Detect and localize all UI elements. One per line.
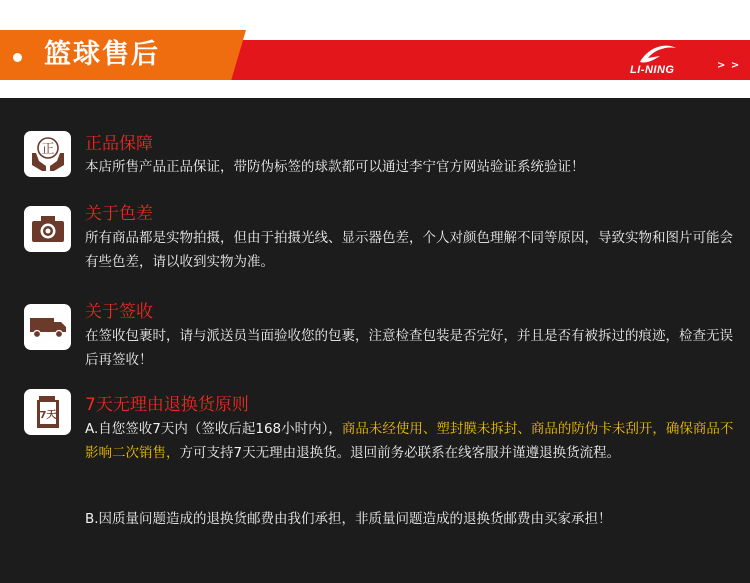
- return-policy-a-highlight: 商品未经使用、塑封膜未拆封、商品的防伪卡未刮开，确保商品不影响二次销售，: [85, 421, 734, 461]
- delivery-truck-icon: [24, 304, 71, 350]
- hands-genuine-icon: [24, 131, 71, 177]
- section-body: 所有商品都是实物拍摄，但由于拍摄光线、显示器色差，个人对颜色理解不同等原因，导致实物和图片可能会有些色差，请以收到实物为准。: [85, 230, 733, 270]
- return-policy-a-suffix: 方可支持7天无理由退换货。退回前务必联系在线客服并谨遵退换货流程。: [179, 445, 621, 461]
- section-title: 关于签收: [85, 302, 153, 322]
- brand-name: LI-NING: [630, 64, 675, 76]
- page-title: 篮球售后: [44, 39, 160, 70]
- return-glyph: 7天: [39, 410, 56, 421]
- bullet-dot-icon: [13, 53, 22, 62]
- header-banner: [0, 0, 750, 98]
- li-ning-logo: [628, 44, 708, 78]
- li-ning-swoosh-icon: [638, 44, 678, 66]
- section-body: 在签收包裹时，请与派送员当面验收您的包裹，注意检查包装是否完好，并且是否有被拆过的痕迹，检查无误后再签收！: [85, 328, 733, 368]
- 7-day-return-bag-icon: [24, 389, 71, 435]
- section-body-b: B.因质量问题造成的退换货邮费由我们承担，非质量问题造成的退换货邮费由买家承担！: [85, 511, 612, 527]
- after-sales-panel: [0, 98, 750, 583]
- more-arrows-icon[interactable]: > >: [717, 60, 741, 71]
- section-title: 7天无理由退换货原则: [85, 395, 249, 415]
- section-body-a: [85, 417, 735, 465]
- section-title: 正品保障: [85, 134, 153, 154]
- genuine-glyph: 正: [40, 142, 55, 157]
- camera-icon: [24, 206, 71, 252]
- section-body: 本店所售产品正品保证，带防伪标签的球款都可以通过李宁官方网站验证系统验证！: [85, 159, 585, 175]
- return-policy-a-prefix: A.自您签收7天内（签收后起168小时内），: [85, 421, 342, 437]
- section-title: 关于色差: [85, 204, 153, 224]
